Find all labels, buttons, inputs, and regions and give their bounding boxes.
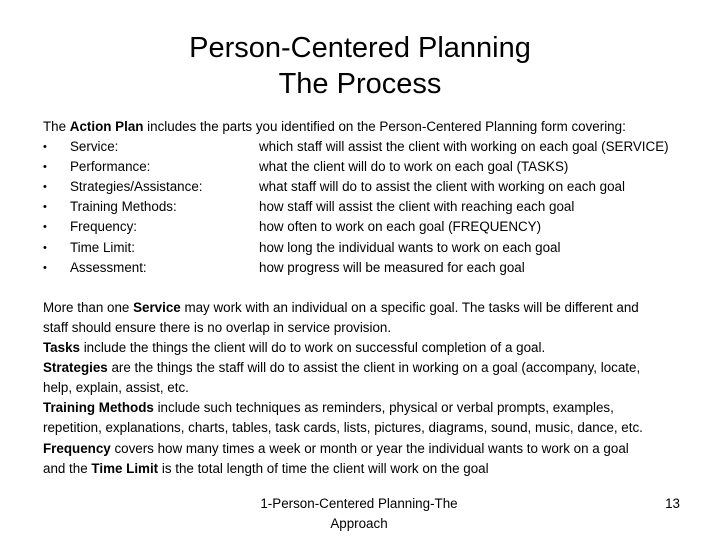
- paragraph-strategies-line-2: help, explain, assist, etc.: [43, 380, 189, 396]
- bullet-icon: •: [43, 221, 47, 234]
- tasks-suffix: include the things the client will do to work on successful completion of a goal.: [79, 340, 546, 356]
- service-bold: Service: [133, 299, 181, 315]
- bullet-description: which staff will assist the client with working on each goal (SERVICE): [259, 139, 669, 155]
- bullet-icon: •: [43, 261, 47, 274]
- service-line1-suffix: may work with an individual on a specific goal. The tasks will be different and: [180, 299, 639, 315]
- intro-prefix: The: [43, 119, 70, 134]
- bullet-description: how staff will assist the client with reaching each goal: [259, 199, 575, 215]
- bullet-icon: •: [43, 241, 47, 254]
- frequency-bold: Frequency: [43, 440, 111, 456]
- bullet-description: how often to work on each goal (FREQUENCY): [259, 219, 542, 235]
- training-line1-suffix: include such techniques as reminders, physical or verbal prompts, examples,: [153, 400, 614, 416]
- bullet-term: Service:: [70, 139, 119, 155]
- bullet-description: how long the individual wants to work on each goal: [259, 239, 561, 255]
- paragraph-service-line-2: staff should ensure there is no overlap in service provision.: [43, 319, 392, 335]
- bullet-item-assessment: [43, 258, 703, 278]
- bullet-icon: •: [43, 181, 47, 194]
- spacer: [43, 278, 703, 298]
- time-limit-bold: Time Limit: [91, 460, 159, 476]
- bullet-list: [43, 137, 703, 278]
- bullet-item-strategies: [43, 177, 703, 197]
- service-prefix: More than one: [43, 299, 134, 315]
- footer-text: 1-Person-Centered Planning-The Approach: [260, 496, 458, 531]
- paragraph-tasks: [43, 338, 703, 358]
- title-line-1: Person-Centered Planning: [189, 32, 531, 64]
- bullet-icon: •: [43, 161, 47, 174]
- bullet-item-time-limit: [43, 238, 703, 258]
- paragraph-frequency-line-1: [43, 439, 703, 459]
- bullet-icon: •: [43, 141, 47, 154]
- intro-suffix: includes the parts you identified on the Person-Centered Planning form covering:: [143, 119, 626, 134]
- bullet-term: Time Limit:: [70, 239, 135, 255]
- bullet-term: Strategies/Assistance:: [70, 179, 203, 195]
- paragraph-training-line-2: repetition, explanations, charts, tables, task cards, lists, pictures, diagrams, sound, music, dance, etc.: [43, 420, 643, 436]
- strategies-line1-suffix: are the things the staff will do to assist the client in working on a goal (accompany, locate,: [107, 360, 641, 376]
- title-line-2: The Process: [278, 68, 442, 100]
- bullet-description: what the client will do to work on each goal (TASKS): [259, 159, 569, 175]
- slide-body: [43, 117, 703, 479]
- bullet-term: Assessment:: [70, 259, 147, 275]
- paragraph-frequency-line-2: [43, 459, 703, 479]
- training-bold: Training Methods: [43, 400, 154, 416]
- bullet-item-performance: [43, 157, 703, 177]
- intro-bold-action-plan: Action Plan: [69, 119, 144, 134]
- strategies-bold: Strategies: [43, 360, 108, 376]
- bullet-item-service: [43, 137, 703, 157]
- tasks-bold: Tasks: [43, 340, 80, 356]
- bullet-term: Performance:: [70, 159, 151, 175]
- paragraph-training-line-1: [43, 398, 703, 418]
- bullet-term: Frequency:: [70, 219, 137, 235]
- frequency-line2-prefix: and the: [43, 460, 92, 476]
- bullet-description: how progress will be measured for each goal: [259, 259, 525, 275]
- slide-title: [0, 30, 720, 102]
- frequency-line1-suffix: covers how many times a week or month or year the individual wants to work on a goal: [110, 440, 629, 456]
- bullet-term: Training Methods:: [70, 199, 177, 215]
- slide-number: 13: [665, 496, 680, 511]
- paragraph-service-line-1: [43, 298, 703, 318]
- bullet-item-frequency: [43, 217, 703, 237]
- frequency-line2-suffix: is the total length of time the client will work on the goal: [158, 460, 489, 476]
- intro-line: [43, 117, 703, 137]
- paragraph-strategies-line-1: [43, 358, 703, 378]
- bullet-description: what staff will do to assist the client with working on each goal: [259, 179, 625, 195]
- bullet-item-training-methods: [43, 197, 703, 217]
- bullet-icon: •: [43, 201, 47, 214]
